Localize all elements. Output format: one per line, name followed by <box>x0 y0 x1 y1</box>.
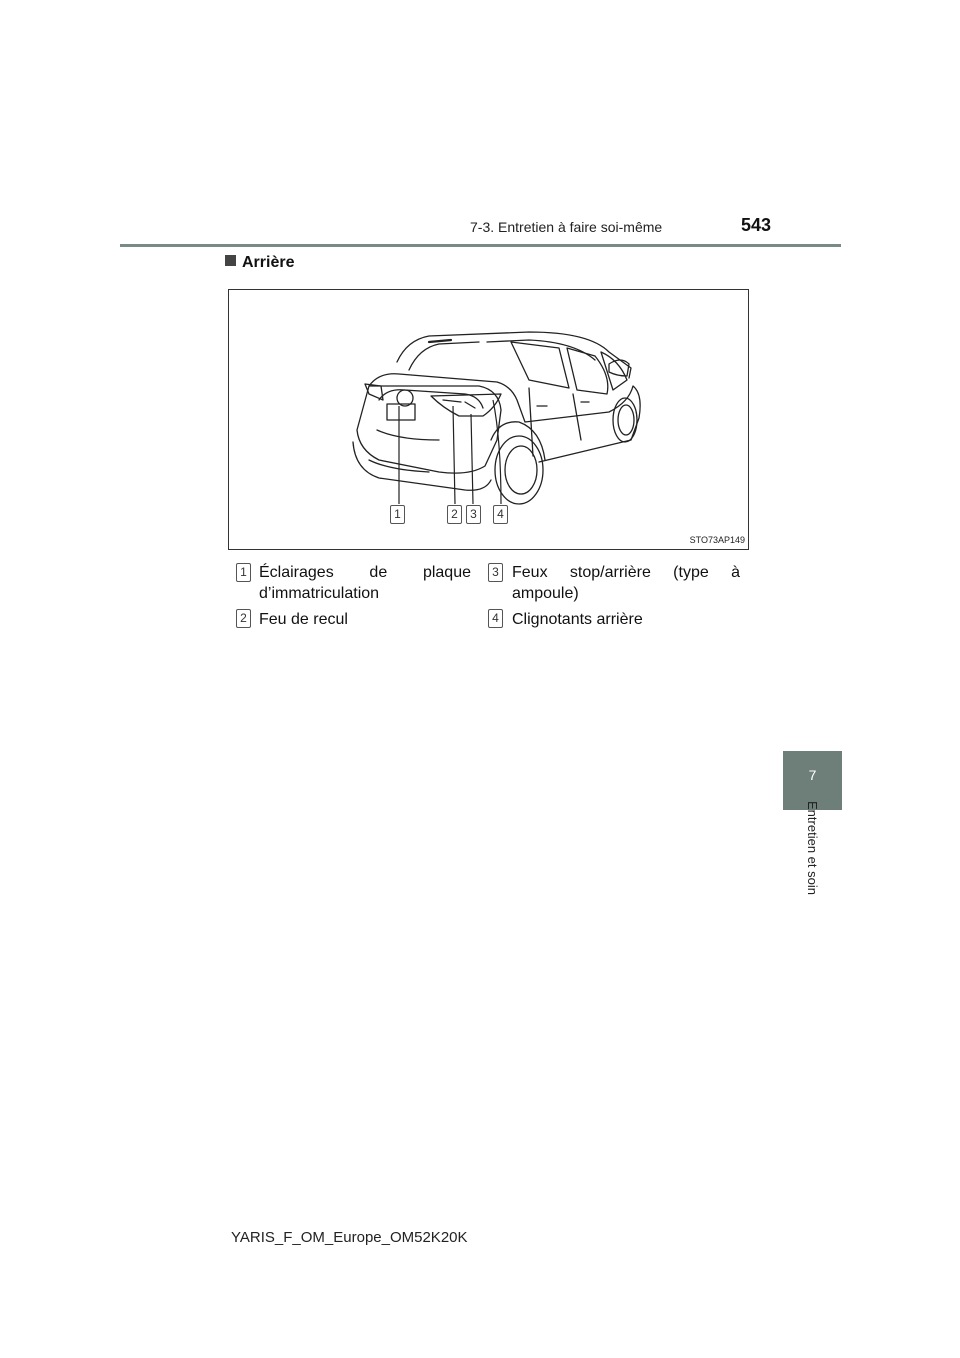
callout-4: 4 <box>493 505 508 524</box>
legend-number-4: 4 <box>488 609 503 628</box>
legend-item-1-line2: d’immatriculation <box>259 585 380 602</box>
header-divider <box>120 244 841 247</box>
square-bullet-icon <box>225 255 236 266</box>
car-rear-illustration <box>229 290 748 549</box>
section-heading <box>225 254 294 272</box>
legend-item-2 <box>259 609 348 630</box>
chapter-title: Entretien et soin <box>805 801 820 895</box>
figure-code: STO73AP149 <box>689 535 745 545</box>
callout-2: 2 <box>447 505 462 524</box>
legend-item-3 <box>512 562 740 604</box>
figure-frame <box>228 289 749 550</box>
section-heading-text: Arrière <box>242 254 295 271</box>
legend-number-1: 1 <box>236 563 251 582</box>
legend-item-3-line1: Feux stop/arrière (type à <box>512 564 740 581</box>
legend-number-2: 2 <box>236 609 251 628</box>
legend-item-1 <box>259 562 471 604</box>
legend-item-4-line1: Clignotants arrière <box>512 611 643 628</box>
header-section-title: 7-3. Entretien à faire soi-même <box>470 219 663 235</box>
callout-1: 1 <box>390 505 405 524</box>
page-number: 543 <box>741 215 772 235</box>
footer-doc-id: YARIS_F_OM_Europe_OM52K20K <box>231 1229 468 1246</box>
legend-item-1-line1: Éclairages de plaque <box>259 564 471 581</box>
legend-item-4 <box>512 609 643 630</box>
legend-item-3-line2: ampoule) <box>512 585 579 602</box>
legend-item-2-line1: Feu de recul <box>259 611 348 628</box>
legend-number-3: 3 <box>488 563 503 582</box>
chapter-number: 7 <box>808 767 817 783</box>
callout-3: 3 <box>466 505 481 524</box>
